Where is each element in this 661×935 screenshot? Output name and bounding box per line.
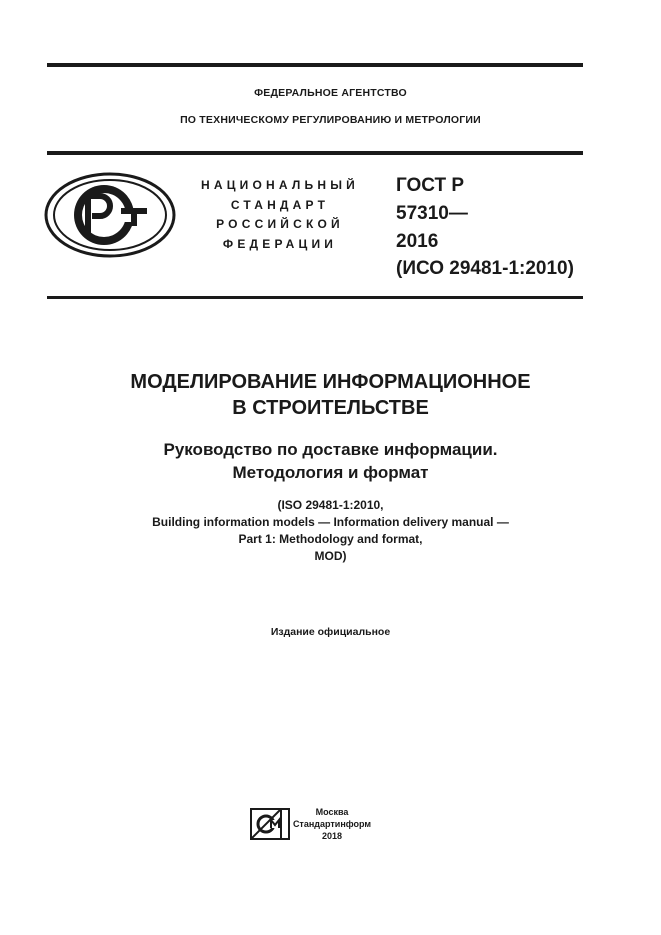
agency-line-1: ФЕДЕРАЛЬНОЕ АГЕНТСТВО <box>254 87 407 99</box>
publisher-year: 2018 <box>321 831 343 841</box>
standard-rule <box>47 296 583 299</box>
document-title-line-1: МОДЕЛИРОВАНИЕ ИНФОРМАЦИОННОЕ <box>130 371 531 393</box>
publisher-city: Москва <box>315 807 349 817</box>
header-rule <box>47 151 583 155</box>
standard-type-line-3: РОССИЙСКОЙ <box>216 217 344 231</box>
standard-type-line-4: ФЕДЕРАЦИИ <box>222 237 338 251</box>
standartinform-logo-icon <box>250 808 290 845</box>
gost-line-2: 57310— <box>396 203 468 224</box>
english-title-line-3: Part 1: Methodology and format, <box>238 532 423 546</box>
rst-conformity-mark-icon <box>44 172 176 263</box>
edition-label: Издание официальное <box>270 626 391 638</box>
document-subtitle-line-2: Методология и формат <box>232 463 429 482</box>
gost-line-3: 2016 <box>396 231 439 252</box>
document-subtitle-line-1: Руководство по доставке информации. <box>163 440 498 459</box>
gost-line-4: (ИСО 29481-1:2010) <box>396 258 574 279</box>
agency-line-2: ПО ТЕХНИЧЕСКОМУ РЕГУЛИРОВАНИЮ И МЕТРОЛОГИИ <box>180 114 481 126</box>
english-title-line-1: (ISO 29481-1:2010, <box>277 498 384 512</box>
gost-line-1: ГОСТ Р <box>396 175 465 196</box>
publisher-name: Стандартинформ <box>292 819 372 829</box>
english-title-line-4: MOD) <box>314 549 347 563</box>
top-rule <box>47 63 583 67</box>
standard-type-line-2: СТАНДАРТ <box>230 198 330 212</box>
document-title-line-2: В СТРОИТЕЛЬСТВЕ <box>232 397 429 419</box>
english-title-line-2: Building information models — Information delivery manual — <box>152 515 509 529</box>
standard-type-line-1: НАЦИОНАЛЬНЫЙ <box>200 178 360 192</box>
